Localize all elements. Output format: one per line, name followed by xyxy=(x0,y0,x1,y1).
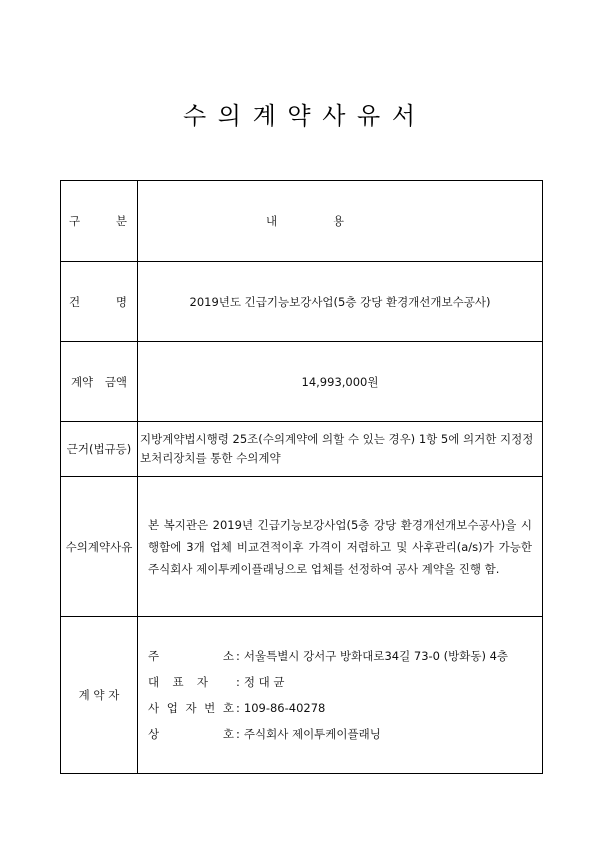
legal-basis: 지방계약법시행령 25조(수의계약에 의할 수 있는 경우) 1항 5에 의거한 지정정보처리장치를 통한 수의계약 xyxy=(138,422,543,477)
header-content-cell xyxy=(138,181,543,262)
project-name: 2019년도 긴급기능보강사업(5층 강당 환경개선개보수공사) xyxy=(138,262,543,342)
address-value: 서울특별시 강서구 방화대로34길 73-0 (방화동) 4층 xyxy=(243,649,509,663)
regno-key xyxy=(148,700,234,716)
basis-row xyxy=(61,422,543,477)
regno-key-char: 사 xyxy=(148,701,160,715)
colon: : xyxy=(236,701,240,715)
company-value: 주식회사 제이투케이플래닝 xyxy=(243,727,381,741)
header-row xyxy=(61,181,543,262)
contract-reason-table xyxy=(60,180,543,774)
project-label-char-1: 건 xyxy=(69,294,81,309)
header-label-cell xyxy=(61,181,138,262)
reason-label: 수의계약사유 xyxy=(61,477,138,617)
contract-reason: 본 복지관은 2019년 긴급기능보강사업(5층 강당 환경개선개보수공사)을 시행함에 3개 업체 비교견적이후 가격이 저렴하고 및 사후관리(a/s)가 가능한 주식회사 제이투케이플래닝으로 업체를 선정하여 공사 계약을 진행 함. xyxy=(138,477,543,617)
regno-value: 109-86-40278 xyxy=(243,701,326,715)
regno-key-char: 자 xyxy=(185,701,197,715)
colon: : xyxy=(236,727,240,741)
header-content-char-1: 내 xyxy=(266,214,278,228)
document-title: 수 의 계 약 사 유 서 xyxy=(182,102,418,130)
regno-key-char: 업 xyxy=(166,701,178,715)
contractor-details xyxy=(138,617,543,774)
ceo-key xyxy=(148,674,208,690)
contractor-address-row xyxy=(148,643,542,669)
project-label-cell xyxy=(61,262,138,342)
contractor-label: 계 약 자 xyxy=(61,617,138,774)
header-label-char-1: 구 xyxy=(69,214,81,228)
header-content-char-2: 용 xyxy=(332,214,344,228)
header-label-char-2: 분 xyxy=(115,214,127,228)
regno-key-char: 호 xyxy=(222,701,234,715)
colon: : xyxy=(236,675,240,689)
contractor-company-row xyxy=(148,721,542,747)
contractor-row xyxy=(61,617,543,774)
address-key-char: 소 xyxy=(222,649,234,663)
company-key-char: 호 xyxy=(222,727,234,741)
ceo-key-char: 표 xyxy=(172,675,184,689)
contractor-regno-row xyxy=(148,695,542,721)
colon: : xyxy=(236,649,240,663)
address-key xyxy=(148,648,234,664)
company-key xyxy=(148,726,234,742)
project-row xyxy=(61,262,543,342)
ceo-value: 정 대 균 xyxy=(243,675,285,689)
regno-key-char: 번 xyxy=(204,701,216,715)
contractor-ceo-row xyxy=(148,669,542,695)
address-key-char: 주 xyxy=(148,649,160,663)
amount-label: 계약 금액 xyxy=(61,342,138,422)
project-label-char-2: 명 xyxy=(115,294,127,309)
ceo-key-char: 대 xyxy=(148,675,160,689)
amount-row xyxy=(61,342,543,422)
ceo-key-char: 자 xyxy=(196,675,208,689)
reason-row xyxy=(61,477,543,617)
basis-label: 근거(법규등) xyxy=(61,422,138,477)
company-key-char: 상 xyxy=(148,727,160,741)
contract-amount: 14,993,000원 xyxy=(138,342,543,422)
